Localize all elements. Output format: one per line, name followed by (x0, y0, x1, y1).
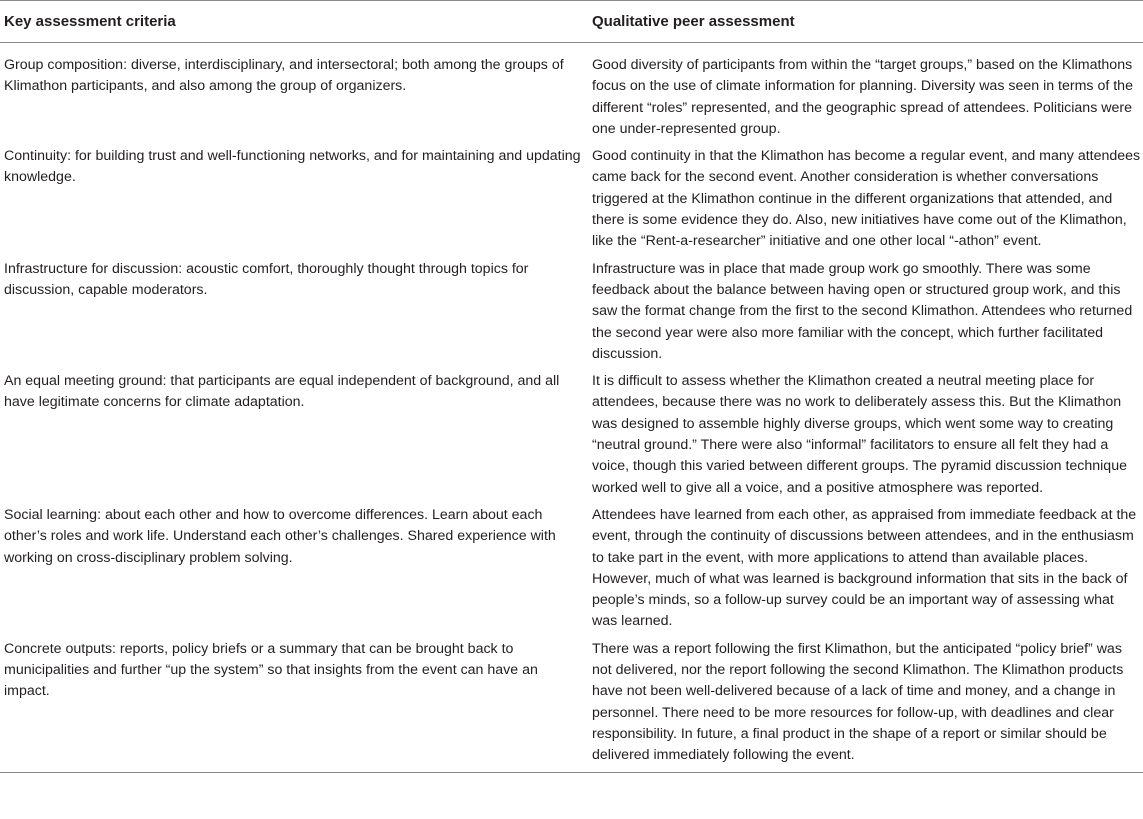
criteria-cell: Social learning: about each other and how to overcome differences. Learn about each other’s roles and work life. Understand each other’s challenges. Shared experience with working on cross-disciplinary problem solving. (4, 506, 556, 566)
table-row (0, 637, 1143, 772)
criteria-cell: Concrete outputs: reports, policy briefs or a summary that can be brought back to municipalities and further “up the system” so that insights from the event can have an impact. (0, 637, 587, 772)
header-row (0, 1, 1143, 43)
table-row (0, 503, 1143, 637)
assessment-cell: Infrastructure was in place that made group work go smoothly. There was some feedback about the balance between having open or structured group work, and this saw the format change from the first to the second Klimathon. Attendees who returned the second year were also more familiar with the concept, which further facilitated discussion. (592, 260, 1133, 362)
table-row (0, 369, 1143, 503)
criteria-cell: An equal meeting ground: that participants are equal independent of background, and all have legitimate concerns for climate adaptation. (4, 373, 560, 411)
table-row (0, 43, 1143, 145)
assessment-cell: Good diversity of participants from within the “target groups,” based on the Klimathons focus on the use of climate information for planning. Diversity was seen in terms of the different “roles” represented, and the geographic spread of attendees. Politicians were one under-represented group. (592, 57, 1133, 137)
header-qualitative-peer-assessment: Qualitative peer assessment (587, 1, 1143, 43)
criteria-cell: Infrastructure for discussion: acoustic comfort, thoroughly thought through topics for discussion, capable moderators. (4, 260, 529, 298)
header-key-assessment-criteria: Key assessment criteria (0, 1, 587, 43)
table-header (0, 1, 1143, 43)
assessment-cell: It is difficult to assess whether the Klimathon created a neutral meeting place for attendees, because there was no work to deliberately assess this. But the Klimathon was designed to assemble highly diverse groups, which went some way to creating “neutral ground.” There were also “informal” facilitators to ensure all felt they had a voice, though this varied between different groups. The pyramid discussion technique worked well to give all a voice, and a positive atmosphere was reported. (592, 373, 1127, 496)
table-row (0, 257, 1143, 369)
assessment-cell: There was a report following the first Klimathon, but the anticipated “policy brief” was not delivered, nor the report following the second Klimathon. The Klimathon products have not been well-delivered because of a lack of time and money, and a change in personnel. There need to be more resources for follow-up, with deadlines and clear responsibility. In future, a final product in the shape of a report or similar should be delivered immediately following the event. (587, 637, 1143, 772)
assessment-cell: Attendees have learned from each other, as appraised from immediate feedback at the event, through the continuity of discussions between attendees, and in the enthusiasm to take part in the event, with more applications to attend than available places. However, much of what was learned is background information that sits in the back of people’s minds, so a follow-up survey could be an important way of assessing what was learned. (592, 506, 1137, 630)
table-row (0, 144, 1143, 256)
table-body (0, 43, 1143, 773)
criteria-cell: Continuity: for building trust and well-functioning networks, and for maintaining and updating knowledge. (4, 148, 581, 186)
criteria-cell: Group composition: diverse, interdisciplinary, and intersectoral; both among the groups of Klimathon participants, and also among the group of organizers. (4, 57, 564, 95)
assessment-cell: Good continuity in that the Klimathon has become a regular event, and many attendees came back for the second event. Another consideration is whether conversations triggered at the Klimathon continue in the different organizations that attended, and there is some evidence they do. Also, new initiatives have come out of the Klimathon, like the “Rent-a-researcher” initiative and one other local “-athon” event. (592, 148, 1141, 250)
